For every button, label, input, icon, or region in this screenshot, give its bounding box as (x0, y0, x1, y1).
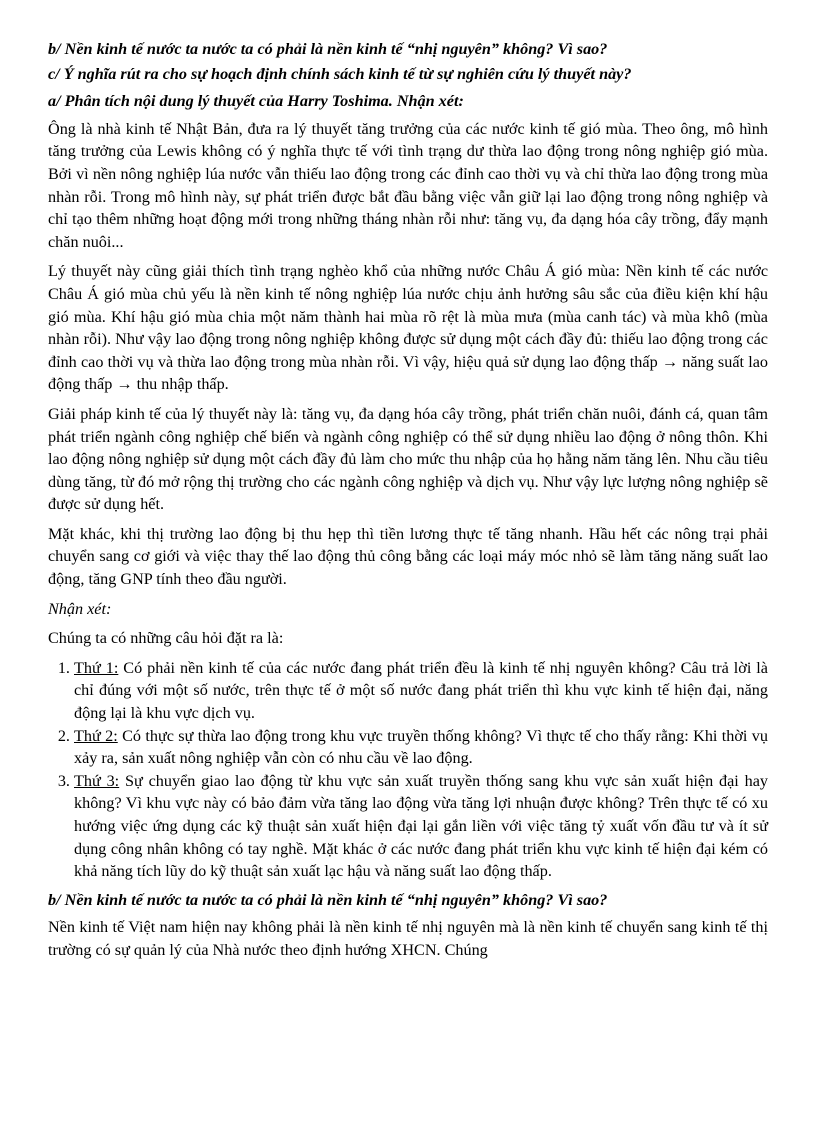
paragraph-labor-market: Mặt khác, khi thị trường lao động bị thu hẹp thì tiền lương thực tế tăng nhanh. Hầu hết các nông trại phải chuyển sang cơ giới và việc thay thế lao động thủ công bằng các loại máy móc nhỏ sẽ làm tăng năng suất lao động, tăng GNP tính theo đầu người. (48, 524, 768, 589)
question-text: Sự chuyển giao lao động từ khu vực sản xuất truyền thống sang khu vực sản xuất hiện đại hay không? Vì khu vực này có bảo đảm vừa tăng lao động vừa tăng lợi nhuận được không? Trên thực tế có xu hướng việc ứng dụng các kỹ thuật sản xuất hiện đại lại gắn liền với việc tăng tỷ xuất vốn đầu tư và ít sử dụng công nhân không có tay nghề. Mặt khác ở các nước đang phát triển khu vực kinh tế hiện đại kém có khả năng tích lũy do kỹ thuật sản xuất lạc hậu và năng suất lao động thấp. (74, 771, 768, 881)
note-label: Nhận xét: (48, 599, 112, 618)
questions-list (48, 657, 768, 883)
document-page (48, 38, 768, 969)
paragraph-solution: Giải pháp kinh tế của lý thuyết này là: tăng vụ, đa dạng hóa cây trồng, phát triển chăn nuôi, đánh cá, quan tâm phát triển ngành công nghiệp chế biến và ngành công nghiệp có thể sử dụng nhiều lao động ở nông thôn. Khi lao động nông nghiệp sử dụng một cách đầy đủ làm cho mức thu nhập của họ hằng năm tăng lên. Nhu cầu tiêu dùng tăng, từ đó mở rộng thị trường cho các ngành công nghiệp và dịch vụ. Như vậy lực lượng nông nghiệp sẽ được sử dụng hết. (48, 404, 768, 514)
list-item (74, 657, 768, 725)
section-a-heading: a/ Phân tích nội dung lý thuyết của Harry Toshima. Nhận xét: (48, 92, 464, 111)
paragraph-intro: Ông là nhà kinh tế Nhật Bản, đưa ra lý thuyết tăng trưởng của các nước kinh tế gió mùa. Theo ông, mô hình tăng trưởng của Lewis không có ý nghĩa thực tế với tình trạng dư thừa lao động trong nông nghiệp gió mùa. Bởi vì nền nông nghiệp lúa nước vẫn thiếu lao động trong các đỉnh cao thời vụ và chỉ thừa lao động trong mùa nhàn rỗi. Trong mô hình này, sự phát triển được bắt đầu bằng việc vẫn giữ lại lao động trong nông nghiệp và chỉ tạo thêm những hoạt động mới trong những tháng nhàn rỗi như: tăng vụ, đa dạng hóa cây trồng, đẩy mạnh chăn nuôi... (48, 119, 768, 251)
section-b-heading: b/ Nền kinh tế nước ta nước ta có phải là nền kinh tế “nhị nguyên” không? Vì sao? (48, 890, 608, 909)
list-item (74, 725, 768, 770)
question-c-heading: c/ Ý nghĩa rút ra cho sự hoạch định chính sách kinh tế từ sự nghiên cứu lý thuyết này? (48, 64, 632, 83)
questions-intro: Chúng ta có những câu hỏi đặt ra là: (48, 629, 284, 648)
question-b-heading: b/ Nền kinh tế nước ta nước ta có phải là nền kinh tế “nhị nguyên” không? Vì sao? (48, 40, 608, 58)
paragraph-vietnam-economy: Nền kinh tế Việt nam hiện nay không phải là nền kinh tế nhị nguyên mà là nền kinh tế chuyển sang kinh tế thị trường có sự quản lý của Nhà nước theo định hướng XHCN. Chúng (48, 918, 768, 959)
question-label: Thứ 1: (74, 658, 119, 677)
paragraph-poverty: Lý thuyết này cũng giải thích tình trạng nghèo khổ của những nước Châu Á gió mùa: Nền kinh tế các nước Châu Á gió mùa chủ yếu là nền kinh tế nông nghiệp lúa nước chịu ảnh hưởng sâu sắc của điều kiện khí hậu gió mùa. Khí hậu gió mùa chia một năm thành hai mùa rõ rệt là mùa mưa (mùa canh tác) và mùa khô (mùa nhàn rỗi). Như vậy lao động trong nông nghiệp không được sử dụng một cách đầy đủ: thiếu lao động trong các đỉnh cao thời vụ và thừa lao động trong mùa nhàn rỗi. Vì vậy, hiệu quả sử dụng lao động thấp → năng suất lao động thấp → thu nhập thấp. (48, 262, 768, 394)
question-text: Có phải nền kinh tế của các nước đang phát triển đều là kinh tế nhị nguyên không? Câu trả lời là chỉ đúng với một số nước, trên thực tế ở một số nước đang phát triển thì khu vực kinh tế hiện đại, năng động lại là khu vực dịch vụ. (74, 658, 768, 723)
question-label: Thứ 3: (74, 771, 120, 790)
question-label: Thứ 2: (74, 726, 118, 745)
list-item (74, 770, 768, 883)
question-text: Có thực sự thừa lao động trong khu vực truyền thống không? Vì thực tế cho thấy rằng: Khi thời vụ xảy ra, sản xuất nông nghiệp vẫn còn có nhu cầu về lao động. (74, 726, 768, 768)
